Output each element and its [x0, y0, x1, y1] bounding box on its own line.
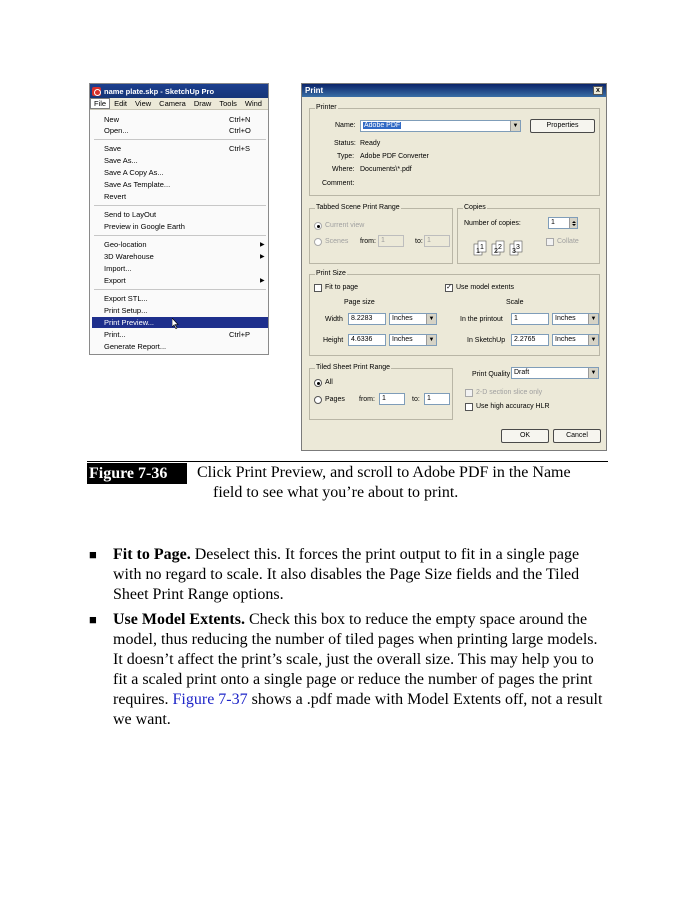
pages-from-input[interactable]: 1 [379, 393, 405, 405]
current-view-label: Current view [325, 222, 365, 229]
pages-to-input[interactable]: 1 [424, 393, 450, 405]
page-size-label: Page size [344, 299, 375, 306]
print-dialog-title: Print [305, 86, 324, 95]
menu-item-label: Save [104, 144, 122, 153]
section-slice-label: 2-D section slice only [476, 389, 543, 396]
menu-item-save-as-template[interactable] [90, 179, 268, 190]
menu-view[interactable]: View [135, 99, 152, 108]
printout-unit-value: Inches [555, 315, 576, 322]
menu-item-export[interactable] [90, 275, 268, 286]
menu-item-label: Save As Template... [104, 180, 171, 189]
tiled-sheet-group-label: Tiled Sheet Print Range [316, 364, 391, 371]
printer-name-select[interactable] [360, 120, 521, 132]
tabbed-scene-group-label: Tabbed Scene Print Range [316, 204, 400, 211]
svg-text:3: 3 [516, 244, 520, 251]
chevron-down-icon: ▼ [588, 314, 598, 324]
menu-item-shortcut: Ctrl+S [229, 144, 251, 153]
bullet-lead: Fit to Page. [113, 546, 191, 563]
printout-scale-input[interactable]: 1 [511, 313, 549, 325]
figure-7-37-link[interactable]: Figure 7-37 [172, 691, 248, 708]
menu-separator [94, 235, 266, 236]
height-input[interactable]: 4.6336 [348, 334, 386, 346]
submenu-arrow-icon: ▶ [260, 278, 265, 284]
current-view-radio[interactable] [314, 222, 322, 230]
print-size-group-label: Print Size [316, 270, 346, 277]
submenu-arrow-icon: ▶ [260, 242, 265, 248]
menu-item-revert[interactable] [90, 191, 268, 202]
chevron-down-icon: ▼ [426, 335, 436, 345]
menu-item-send-to-layout[interactable] [90, 209, 268, 220]
svg-text:1: 1 [476, 248, 480, 255]
svg-text:1: 1 [480, 244, 484, 251]
printer-name-label: Name: [335, 122, 356, 129]
file-menu-dropdown [90, 110, 269, 355]
use-model-extents-label: Use model extents [456, 284, 514, 291]
bullet-text [113, 545, 611, 605]
comment-label: Comment: [322, 180, 355, 187]
collate-checkbox[interactable] [546, 238, 554, 246]
menu-item-label: Print Setup... [104, 306, 148, 315]
collate-label: Collate [557, 238, 579, 245]
menu-item-label: Export STL... [104, 294, 148, 303]
section-slice-checkbox[interactable] [465, 389, 473, 397]
where-label: Where: [332, 166, 355, 173]
menu-window[interactable]: Wind [244, 99, 262, 108]
bullet-body: Deselect this. It forces the print output to fit in a single page with no regard to scale. It also disables the Page Size fields and the Tiled Sheet Print Range options. [113, 546, 580, 603]
chevron-down-icon: ▼ [426, 314, 436, 324]
scene-to-label: to: [415, 238, 423, 245]
menu-item-export-stl[interactable] [90, 293, 268, 304]
print-dialog-title-bar [302, 84, 606, 97]
menu-item-shortcut: Ctrl+O [229, 126, 251, 135]
pages-to-label: to: [412, 396, 420, 403]
sketchup-scale-input[interactable]: 2.2765 [511, 334, 549, 346]
svg-text:2: 2 [498, 244, 502, 251]
status-value: Ready [360, 140, 381, 147]
chevron-down-icon: ▼ [588, 335, 598, 345]
figure-caption [197, 463, 607, 503]
all-pages-label: All [325, 379, 333, 386]
menu-item-open[interactable] [90, 125, 268, 136]
fit-to-page-label: Fit to page [325, 284, 359, 291]
menu-edit[interactable]: Edit [114, 99, 128, 108]
menu-separator [94, 205, 266, 206]
use-model-extents-checkbox[interactable]: ✓ [446, 284, 452, 291]
scene-to-input[interactable]: 1 [424, 235, 450, 247]
menu-item-label: 3D Warehouse [104, 252, 154, 261]
menu-item-label: Save A Copy As... [104, 168, 164, 177]
chevron-down-icon: ▼ [510, 121, 520, 131]
menu-camera[interactable]: Camera [159, 99, 186, 108]
print-quality-label: Print Quality [472, 371, 511, 378]
bullet-square-icon: ■ [89, 547, 97, 562]
printout-unit-select[interactable] [552, 313, 599, 325]
pages-label: Pages [325, 396, 345, 403]
sketchup-unit-select[interactable] [552, 334, 599, 346]
menu-item-shortcut: Ctrl+P [229, 330, 251, 339]
menu-item-geo-location[interactable] [90, 239, 268, 250]
all-pages-radio[interactable] [314, 379, 322, 387]
figure-label: Figure 7-36 [87, 463, 187, 484]
menu-item-label: Geo-location [104, 240, 147, 249]
menu-item-label: Open... [104, 126, 129, 135]
menu-item-import[interactable] [90, 263, 268, 274]
menu-item-preview-google-earth[interactable] [90, 221, 268, 232]
height-unit-select[interactable] [389, 334, 437, 346]
menu-item-save-as[interactable] [90, 155, 268, 166]
scenes-radio[interactable] [314, 238, 322, 246]
menu-file[interactable]: File [90, 98, 110, 109]
status-label: Status: [334, 140, 356, 147]
svg-text:3: 3 [512, 248, 516, 255]
bullet-use-model-extents [89, 610, 611, 730]
menu-separator [94, 289, 266, 290]
number-of-copies-input[interactable] [548, 217, 578, 229]
svg-text:2: 2 [494, 248, 498, 255]
caption-line-2: field to see what you’re about to print. [213, 484, 459, 501]
bullet-square-icon: ■ [89, 612, 97, 627]
number-of-copies-label: Number of copies: [464, 220, 521, 227]
type-label: Type: [337, 153, 355, 160]
menu-item-shortcut: Ctrl+N [229, 115, 251, 124]
bullet-lead: Use Model Extents. [113, 611, 245, 628]
print-quality-select[interactable] [511, 367, 599, 379]
menu-item-save[interactable] [90, 143, 268, 154]
menu-item-label: Print... [104, 330, 126, 339]
caption-rule [87, 461, 608, 462]
properties-button[interactable]: Properties [530, 119, 595, 133]
menu-item-label: Send to LayOut [104, 210, 157, 219]
menu-item-label: Export [104, 276, 126, 285]
menu-item-generate-report[interactable] [90, 341, 268, 352]
menu-item-label: Save As... [104, 156, 138, 165]
bullet-body: Check this box to reduce the empty space around the model, thus reducing the number of tiled pages when printing large models. It doesn’t affect the print’s scale, just the overall size. This may help you to fit a scaled print onto a single page or reduce the number of pages the print requires. [113, 611, 598, 708]
fit-to-page-checkbox[interactable] [314, 284, 322, 292]
width-label: Width [325, 316, 343, 323]
submenu-arrow-icon: ▶ [260, 254, 265, 260]
scale-label: Scale [506, 299, 524, 306]
menu-item-label: Revert [104, 192, 127, 201]
width-unit-select[interactable] [389, 313, 437, 325]
sketchup-unit-value: Inches [555, 336, 576, 343]
printer-group-label: Printer [316, 104, 337, 111]
height-label: Height [323, 337, 344, 344]
scenes-label: Scenes [325, 238, 349, 245]
high-accuracy-hlr-label: Use high accuracy HLR [476, 403, 550, 410]
menu-item-new[interactable] [90, 114, 268, 125]
ok-button[interactable]: OK [501, 429, 549, 443]
in-printout-label: In the printout [460, 316, 503, 323]
sketchup-file-menu-screenshot [89, 83, 269, 355]
printer-name-value: Adobe PDF [364, 122, 401, 129]
menu-item-print[interactable] [90, 329, 268, 340]
collate-pages-icon [473, 240, 527, 256]
menu-item-label: New [104, 115, 120, 124]
menu-item-save-copy-as[interactable] [90, 167, 268, 178]
menu-tools[interactable]: Tools [219, 99, 237, 108]
scene-from-input[interactable]: 1 [378, 235, 404, 247]
menu-separator [94, 139, 266, 140]
print-dialog-screenshot [301, 83, 607, 451]
type-value: Adobe PDF Converter [360, 153, 429, 160]
in-sketchup-label: In SketchUp [467, 337, 506, 344]
menu-draw[interactable]: Draw [193, 99, 212, 108]
menu-item-label: Generate Report... [104, 342, 167, 351]
scene-from-label: from: [360, 238, 376, 245]
menu-item-print-preview[interactable] [92, 317, 268, 328]
high-accuracy-hlr-checkbox[interactable] [465, 403, 473, 411]
width-input[interactable]: 8.2283 [348, 313, 386, 325]
pages-radio[interactable] [314, 396, 322, 404]
sketchup-title-bar [90, 84, 268, 98]
caption-line-1: Click Print Preview, and scroll to Adobe PDF in the Name [197, 464, 571, 481]
bullet-body-end: shows a .pdf made with Model Extents off, not a result we want. [113, 691, 603, 728]
number-of-copies-value: 1 [551, 219, 555, 226]
copies-group-label: Copies [464, 204, 486, 211]
sketchup-menubar [90, 98, 268, 110]
mouse-cursor-icon [172, 318, 179, 329]
bullet-text [113, 610, 611, 730]
menu-item-label: Preview in Google Earth [104, 222, 185, 231]
spinner-icon [569, 218, 577, 228]
menu-item-print-setup[interactable] [90, 305, 268, 316]
menu-item-label: Print Preview... [104, 318, 155, 327]
width-unit-value: Inches [392, 315, 413, 322]
print-quality-value: Draft [514, 369, 530, 376]
height-unit-value: Inches [392, 336, 413, 343]
chevron-down-icon: ▼ [588, 368, 598, 378]
bullet-fit-to-page [89, 545, 611, 605]
menu-item-label: Import... [104, 264, 132, 273]
sketchup-app-icon [92, 87, 101, 96]
menu-item-3d-warehouse[interactable] [90, 251, 268, 262]
sketchup-window-title: name plate.skp - SketchUp Pro [104, 86, 215, 96]
cancel-button[interactable]: Cancel [553, 429, 601, 443]
close-icon[interactable]: x [593, 86, 603, 95]
where-value: Documents\*.pdf [360, 166, 412, 173]
pages-from-label: from: [359, 396, 375, 403]
